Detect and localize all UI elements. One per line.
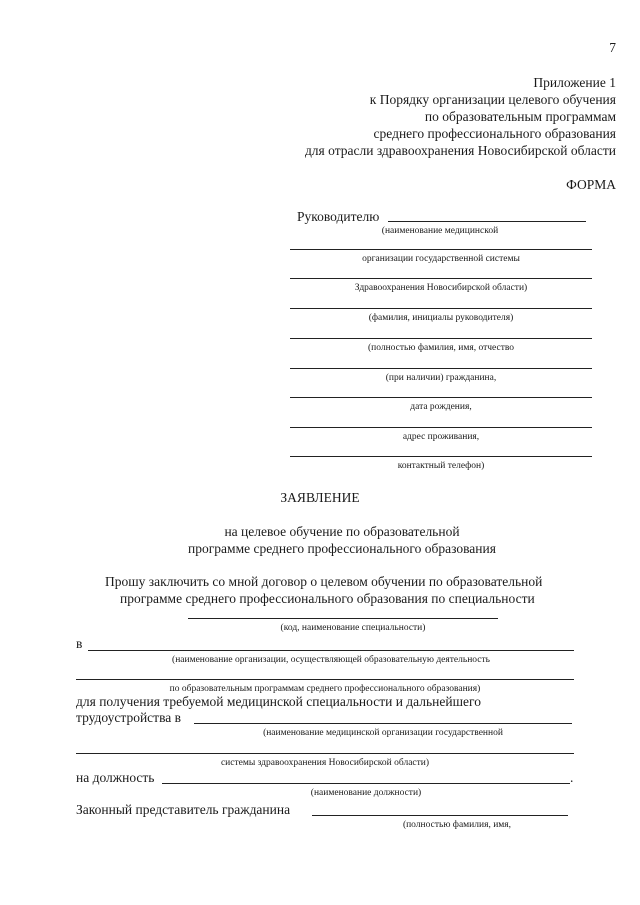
applicant-name-line-2[interactable] — [290, 368, 592, 369]
appendix-line: по образовательным программам — [424, 109, 616, 124]
statement-title: ЗАЯВЛЕНИЕ — [280, 490, 360, 505]
position-label: на должность — [76, 770, 155, 785]
position-end: . — [570, 770, 574, 785]
address-line[interactable] — [290, 427, 592, 428]
statement-subtitle: программе среднего профессионального образования — [188, 541, 496, 556]
addressee-name-line[interactable] — [388, 221, 586, 222]
addressee-hint: (наименование медицинской — [381, 226, 499, 236]
representative-hint: (полностью фамилия, имя, — [402, 820, 512, 830]
specialty-line[interactable] — [188, 618, 498, 619]
appendix-line: к Порядку организации целевого обучения — [369, 92, 616, 107]
addressee-hint: (фамилия, инициалы руководителя) — [368, 313, 514, 323]
position-line[interactable] — [162, 783, 570, 784]
employer-line[interactable] — [194, 723, 572, 724]
position-hint: (наименование должности) — [310, 788, 422, 798]
addressee-line[interactable] — [290, 249, 592, 250]
director-name-line[interactable] — [290, 308, 592, 309]
statement-subtitle: на целевое обучение по образовательной — [224, 524, 460, 539]
appendix-title: Приложение 1 — [533, 75, 616, 90]
appendix-line: для отрасли здравоохранения Новосибирской области — [304, 143, 616, 158]
addressee-hint: Здравоохранения Новосибирской области) — [354, 283, 528, 293]
purpose-line: для получения требуемой медицинской специальности и дальнейшего — [76, 694, 481, 709]
addressee-line[interactable] — [290, 278, 592, 279]
employer-hint: системы здравоохранения Новосибирской области) — [220, 758, 430, 768]
addressee-hint: адрес проживания, — [402, 432, 480, 442]
phone-line[interactable] — [290, 456, 592, 457]
applicant-name-line[interactable] — [290, 338, 592, 339]
org-prefix: в — [76, 636, 83, 651]
employer-line-2[interactable] — [76, 753, 574, 754]
representative-label: Законный представитель гражданина — [76, 802, 291, 817]
representative-line[interactable] — [312, 815, 568, 816]
employment-label: трудоустройства в — [76, 710, 182, 725]
org-hint: (наименование организации, осуществляющей образовательную деятельность — [172, 655, 490, 665]
addressee-hint: дата рождения, — [410, 402, 472, 412]
specialty-hint: (код, наименование специальности) — [280, 623, 426, 633]
page-number: 7 — [609, 40, 616, 55]
birth-date-line[interactable] — [290, 397, 592, 398]
org-line-2[interactable] — [76, 679, 574, 680]
request-line: программе среднего профессионального образования по специальности — [120, 591, 535, 606]
org-line[interactable] — [88, 650, 574, 651]
addressee-hint: (полностью фамилия, имя, отчество — [367, 343, 515, 353]
appendix-line: среднего профессионального образования — [373, 126, 616, 141]
addressee-hint: организации государственной системы — [362, 254, 520, 264]
addressee-hint: (при наличии) гражданина, — [385, 373, 497, 383]
form-label: ФОРМА — [566, 177, 616, 192]
addressee-hint: контактный телефон) — [397, 461, 485, 471]
addressee-label: Руководителю — [297, 209, 380, 224]
request-line: Прошу заключить со мной договор о целевом обучении по образовательной — [105, 574, 543, 589]
org-hint: по образовательным программам среднего профессионального образования) — [169, 684, 481, 694]
employer-hint: (наименование медицинской организации государственной — [263, 728, 503, 738]
